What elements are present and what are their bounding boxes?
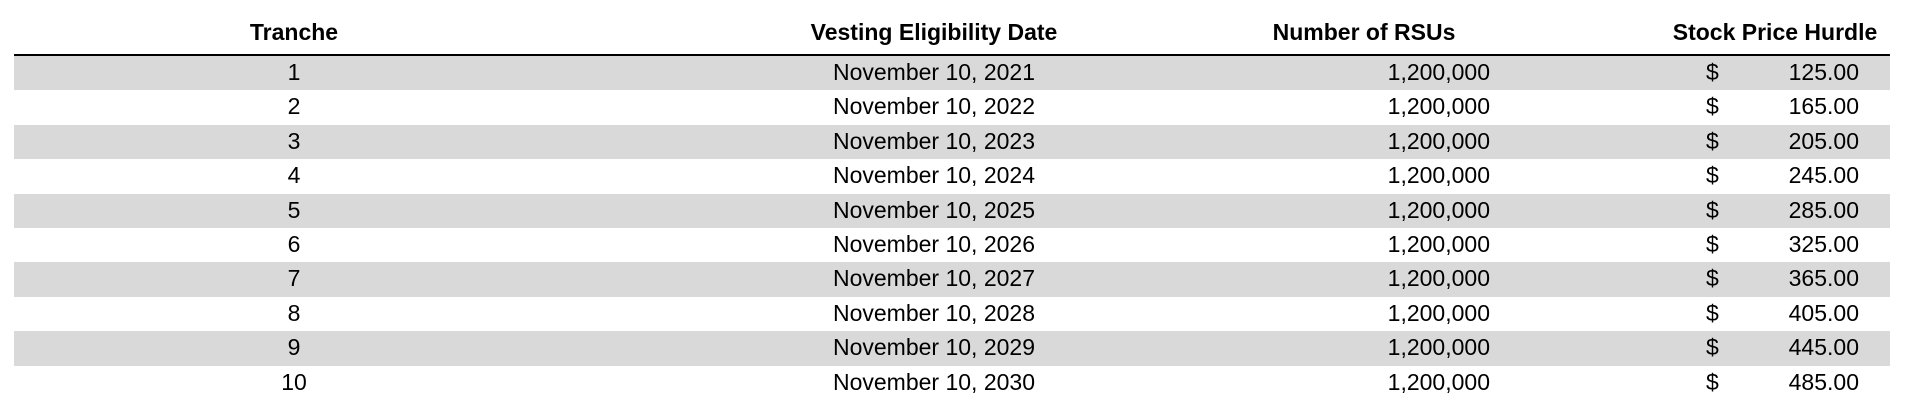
- table-row: [14, 90, 1890, 124]
- tranche-cell: 1: [287, 59, 301, 85]
- vesting-date-cell: November 10, 2024: [832, 162, 1035, 189]
- rsu-count-cell: 1,200,000: [1387, 93, 1490, 120]
- vesting-date-cell: November 10, 2022: [832, 93, 1035, 120]
- currency-symbol: $: [1706, 127, 1719, 154]
- tranche-cell: 5: [287, 196, 301, 223]
- vesting-date-cell: November 10, 2028: [832, 299, 1035, 326]
- price-hurdle-cell: 485.00: [1788, 368, 1859, 395]
- tranche-cell: 4: [287, 162, 301, 189]
- table-row: [14, 297, 1890, 331]
- table-row: [14, 125, 1890, 159]
- table-row: [14, 228, 1890, 262]
- price-hurdle-cell: 245.00: [1788, 162, 1859, 189]
- tranche-cell: 8: [287, 299, 301, 326]
- price-hurdle-cell: 365.00: [1788, 265, 1859, 292]
- tranche-cell: 9: [287, 334, 301, 361]
- tranche-cell: 3: [287, 127, 301, 154]
- tranche-cell: 10: [281, 368, 307, 395]
- price-hurdle-cell: 205.00: [1788, 127, 1859, 154]
- rsu-tranche-table: [14, 14, 1890, 400]
- table-row: [14, 159, 1890, 193]
- table-body: [14, 56, 1890, 400]
- price-hurdle-cell: 405.00: [1788, 299, 1859, 326]
- currency-symbol: $: [1706, 162, 1719, 189]
- price-hurdle-cell: 445.00: [1788, 334, 1859, 361]
- table-row: [14, 331, 1890, 365]
- rsu-count-cell: 1,200,000: [1387, 368, 1490, 395]
- price-hurdle-cell: 325.00: [1788, 230, 1859, 257]
- tranche-cell: 6: [287, 230, 301, 257]
- rsu-count-cell: 1,200,000: [1387, 162, 1490, 189]
- vesting-date-cell: November 10, 2025: [832, 196, 1035, 223]
- table-row: [14, 262, 1890, 296]
- rsu-count-cell: 1,200,000: [1387, 265, 1490, 292]
- header-vesting-date: Vesting Eligibility Date: [810, 19, 1058, 45]
- rsu-count-cell: 1,200,000: [1387, 230, 1490, 257]
- vesting-date-cell: November 10, 2021: [832, 59, 1035, 85]
- currency-symbol: $: [1706, 196, 1719, 223]
- price-hurdle-cell: 165.00: [1788, 93, 1859, 120]
- currency-symbol: $: [1706, 368, 1719, 395]
- rsu-count-cell: 1,200,000: [1387, 127, 1490, 154]
- header-stock-price-hurdle: Stock Price Hurdle: [1672, 19, 1878, 45]
- vesting-date-cell: November 10, 2023: [832, 127, 1035, 154]
- tranche-cell: 2: [287, 93, 301, 120]
- currency-symbol: $: [1706, 299, 1719, 326]
- currency-symbol: $: [1706, 334, 1719, 361]
- rsu-count-cell: 1,200,000: [1387, 299, 1490, 326]
- vesting-date-cell: November 10, 2029: [832, 334, 1035, 361]
- vesting-date-cell: November 10, 2027: [832, 265, 1035, 292]
- currency-symbol: $: [1706, 265, 1719, 292]
- rsu-count-cell: 1,200,000: [1387, 196, 1490, 223]
- price-hurdle-cell: 285.00: [1788, 196, 1859, 223]
- price-hurdle-cell: 125.00: [1788, 59, 1859, 85]
- table-row: [14, 366, 1890, 400]
- currency-symbol: $: [1706, 93, 1719, 120]
- vesting-date-cell: November 10, 2030: [832, 368, 1035, 395]
- rsu-count-cell: 1,200,000: [1387, 334, 1490, 361]
- currency-symbol: $: [1706, 59, 1719, 85]
- rsu-count-cell: 1,200,000: [1387, 59, 1490, 85]
- header-number-of-rsus: Number of RSUs: [1272, 19, 1456, 45]
- currency-symbol: $: [1706, 230, 1719, 257]
- table-row: [14, 56, 1890, 90]
- table-row: [14, 194, 1890, 228]
- vesting-date-cell: November 10, 2026: [832, 230, 1035, 257]
- tranche-cell: 7: [287, 265, 301, 292]
- table-header-row: [14, 14, 1890, 56]
- header-tranche: Tranche: [249, 19, 339, 45]
